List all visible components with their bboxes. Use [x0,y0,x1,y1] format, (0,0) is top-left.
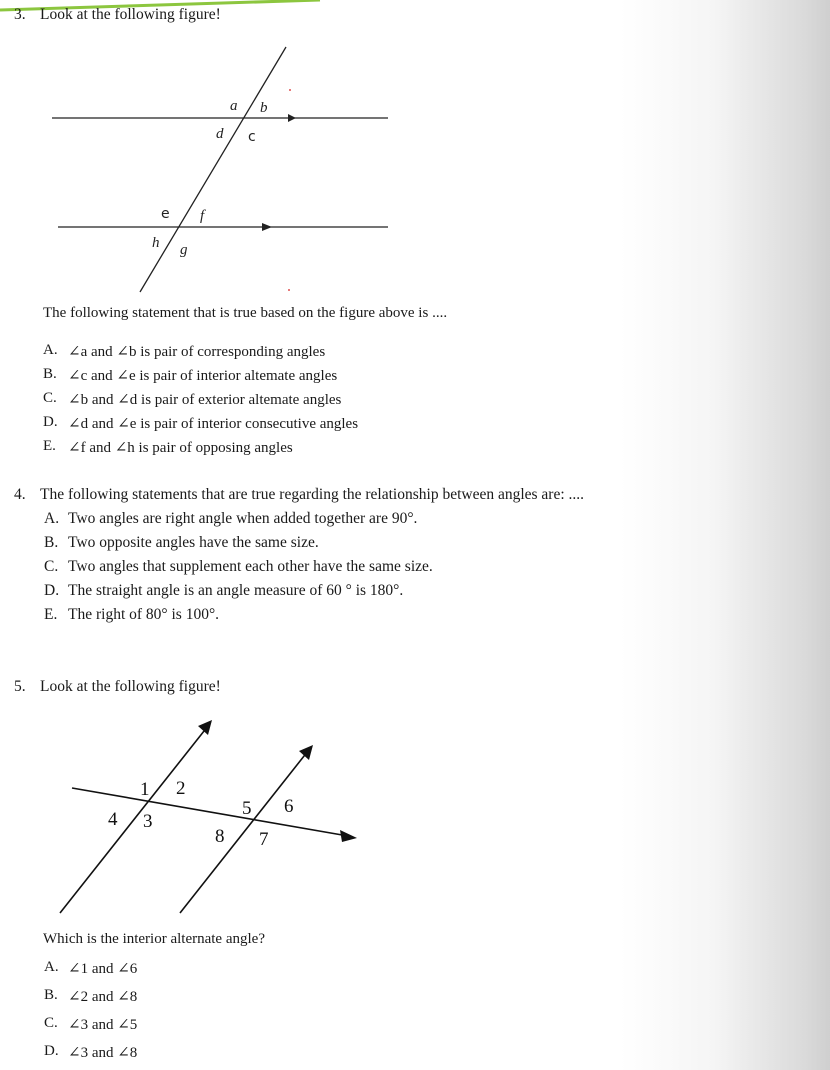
q5-prompt: Look at the following figure! [40,678,221,695]
option-letter: D. [43,414,58,430]
q5-horizontal-arrowhead [340,830,357,842]
q3-label-c: c [248,129,256,145]
q5-label-7: 7 [259,829,269,850]
option-letter: B. [43,366,57,382]
q5-label-2: 2 [176,778,186,799]
q3-label-e: e [161,206,170,222]
option-text: Two angles that supplement each other have the same size. [68,558,433,575]
q3-statement: The following statement that is true based on the figure above is .... [43,305,448,321]
q3-label-f: f [200,208,205,224]
q5-question: Which is the interior alternate angle? [43,931,265,947]
option-letter: D. [44,582,60,599]
q5-label-5: 5 [242,798,252,819]
q5-label-8: 8 [215,826,225,847]
option-letter: C. [44,1015,58,1031]
q3-label-h: h [152,235,160,251]
q3-transversal-line [140,47,286,292]
option-letter: B. [44,987,58,1003]
option-text: Two angles are right angle when added together are 90°. [68,510,418,527]
q4-number: 4. [14,486,26,503]
option-text: ∠f and ∠h is pair of opposing angles [68,440,293,456]
q3-prompt: Look at the following figure! [40,6,221,23]
option-text: ∠a and ∠b is pair of corresponding angles [68,344,326,360]
option-letter: D. [44,1043,59,1059]
option-text: ∠1 and ∠6 [68,961,138,977]
option-text: ∠2 and ∠8 [68,989,138,1005]
q3-number: 3. [14,6,26,23]
option-letter: C. [43,390,57,406]
q3-label-d: d [216,126,224,142]
q5-label-3: 3 [143,811,153,832]
option-text: ∠3 and ∠8 [68,1045,138,1061]
option-text: ∠c and ∠e is pair of interior altemate angles [68,368,338,384]
page-edge-shadow [620,0,830,1070]
q5-right-arrowhead [299,745,313,760]
option-letter: B. [44,534,59,551]
option-letter: A. [44,510,60,527]
option-text: ∠b and ∠d is pair of exterior altemate angles [68,392,342,408]
q5-left-transversal [60,726,208,913]
option-text: The straight angle is an angle measure of 60 ° is 180°. [68,582,404,599]
option-text: The right of 80° is 100°. [68,606,220,623]
q3-upper-arrowhead [288,114,296,122]
option-text: ∠d and ∠e is pair of interior consecutive angles [68,416,359,432]
q3-stray-dot [289,89,291,91]
q5-right-transversal [180,751,308,913]
q5-label-6: 6 [284,796,294,817]
option-letter: A. [44,959,59,975]
q3-label-a: a [230,98,238,114]
option-letter: C. [44,558,59,575]
option-letter: E. [43,438,56,454]
option-text: Two opposite angles have the same size. [68,534,319,551]
option-text: ∠3 and ∠5 [68,1017,138,1033]
q3-parallel-lines-figure [40,40,400,300]
option-letter: A. [43,342,58,358]
q3-label-g: g [180,242,188,258]
q3-lower-arrowhead [262,223,272,231]
q5-left-arrowhead [198,720,212,735]
q3-label-b: b [260,100,268,116]
q5-two-transversals-figure [50,710,370,920]
option-letter: E. [44,606,58,623]
q3-stray-dot [288,289,290,291]
q5-number: 5. [14,678,26,695]
q5-label-1: 1 [140,779,150,800]
q4-prompt: The following statements that are true regarding the relationship between angles are: .... [40,486,585,503]
q5-label-4: 4 [108,809,118,830]
